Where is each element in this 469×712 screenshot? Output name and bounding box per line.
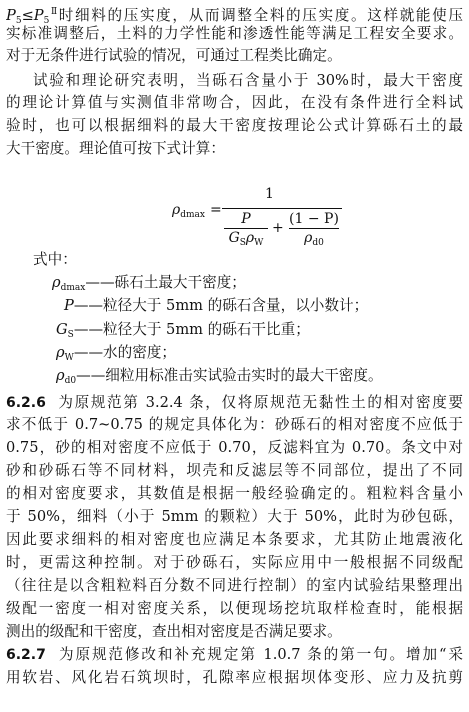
s626-line9: （往往是以含粗粒料百分数不同进行控制）的室内试验结果整理出 — [6, 577, 463, 594]
s626-line5: 的相对密度要求，其数值是根据一般经验确定的。粗粒料含量小 — [6, 485, 463, 502]
s626-line7: 因此要求细料的相对密度也应满足本条要求，尤其防止地震液化 — [6, 531, 463, 548]
para2-line2: 的理论计算值与实测值非常吻合，因此，在没有条件进行全料试 — [6, 94, 463, 111]
definition-rho-d0: $\rho_{d0}——$细粒用标准击实试验击实时的最大干密度。 — [56, 367, 383, 386]
s627-line2: 用软岩、风化岩石筑坝时，孔隙率应根据坝体变形、应力及抗剪 — [6, 669, 463, 686]
section-number-627: 6.2.7 — [6, 647, 46, 663]
definition-rho-dmax: $\rho_{dmax}——$砾石土最大干密度； — [52, 274, 246, 293]
s626-line8: 时，更需这种控制。对于砂砾石，实际应用中一般根据不同级配 — [6, 554, 463, 571]
s626-line11: 测出的级配和干密度，查出相对密度是否满足要求。 — [6, 623, 342, 640]
section-number-626: 6.2.6 — [6, 395, 46, 411]
formula-fraction-1: P $G_S\rho_W$ — [224, 210, 268, 252]
s626-line10: 级配一密度一相对密度关系，以便现场挖坑取样检查时，能根据 — [6, 600, 463, 617]
formula-plus: + — [272, 220, 284, 236]
para2-line3: 验时，也可以根据细料的最大干密度按理论公式计算砾石土的最 — [6, 117, 463, 134]
density-formula — [172, 186, 462, 248]
formula-numerator: 1 — [265, 186, 274, 202]
definition-p: P——粒径大于 5mm 的砾石含量，以小数计； — [64, 297, 369, 314]
formula-lhs: $\rho_{dmax}$ — [172, 202, 205, 220]
s627-line1: 6.2.7 为原规范修改和补充规定第 1.0.7 条的第一句。增加“采 — [6, 646, 463, 663]
para2-line4: 大干密度。理论值可按下式计算： — [6, 140, 225, 157]
s626-line4: 砂和砂砾石等不同材料，坝壳和反滤层等不同部位，提出了不同 — [6, 462, 463, 479]
s626-line3: 0.75，砂的相对密度不应低于 0.70，反滤料宜为 0.70。条文中对 — [6, 439, 463, 456]
para2-line1: 试验和理论研究表明，当砾石含量小于 30%时，最大干密度 — [33, 72, 463, 89]
formula-main-fraction-bar — [222, 208, 342, 209]
formula-equals: = — [210, 202, 222, 218]
where-label: 式中： — [33, 251, 77, 268]
s626-line2: 求不低于 0.7~0.75 的规定具体化为：砂砾石的相对密度不应低于 — [6, 416, 463, 433]
para1-line3: 对于无条件进行试验的情况，可通过工程类比确定。 — [6, 47, 342, 64]
definition-rho-w: $\rho_W——$水的密度； — [56, 344, 177, 363]
s626-line6: 于 50%，细料（小于 5mm 的颗粒）大于 50%，此时为砂包砾， — [6, 508, 463, 525]
definition-gs: $G_S——$粒径大于 5mm 的砾石干比重； — [56, 321, 310, 340]
s626-line1: 6.2.6 为原规范第 3.2.4 条，仅将原规范无黏性土的相对密度要 — [6, 394, 463, 411]
para1-line1: $P_5\le P_5^Ⅱ$时细料的压实度，从而调整全料的压实度。这样就能使压 — [6, 7, 463, 26]
para1-line2: 实标准调整后，土料的力学性能和渗透性能等满足工程安全要求。 — [6, 25, 463, 42]
formula-fraction-2: (1 − P) $\rho_{d0}$ — [289, 211, 339, 248]
